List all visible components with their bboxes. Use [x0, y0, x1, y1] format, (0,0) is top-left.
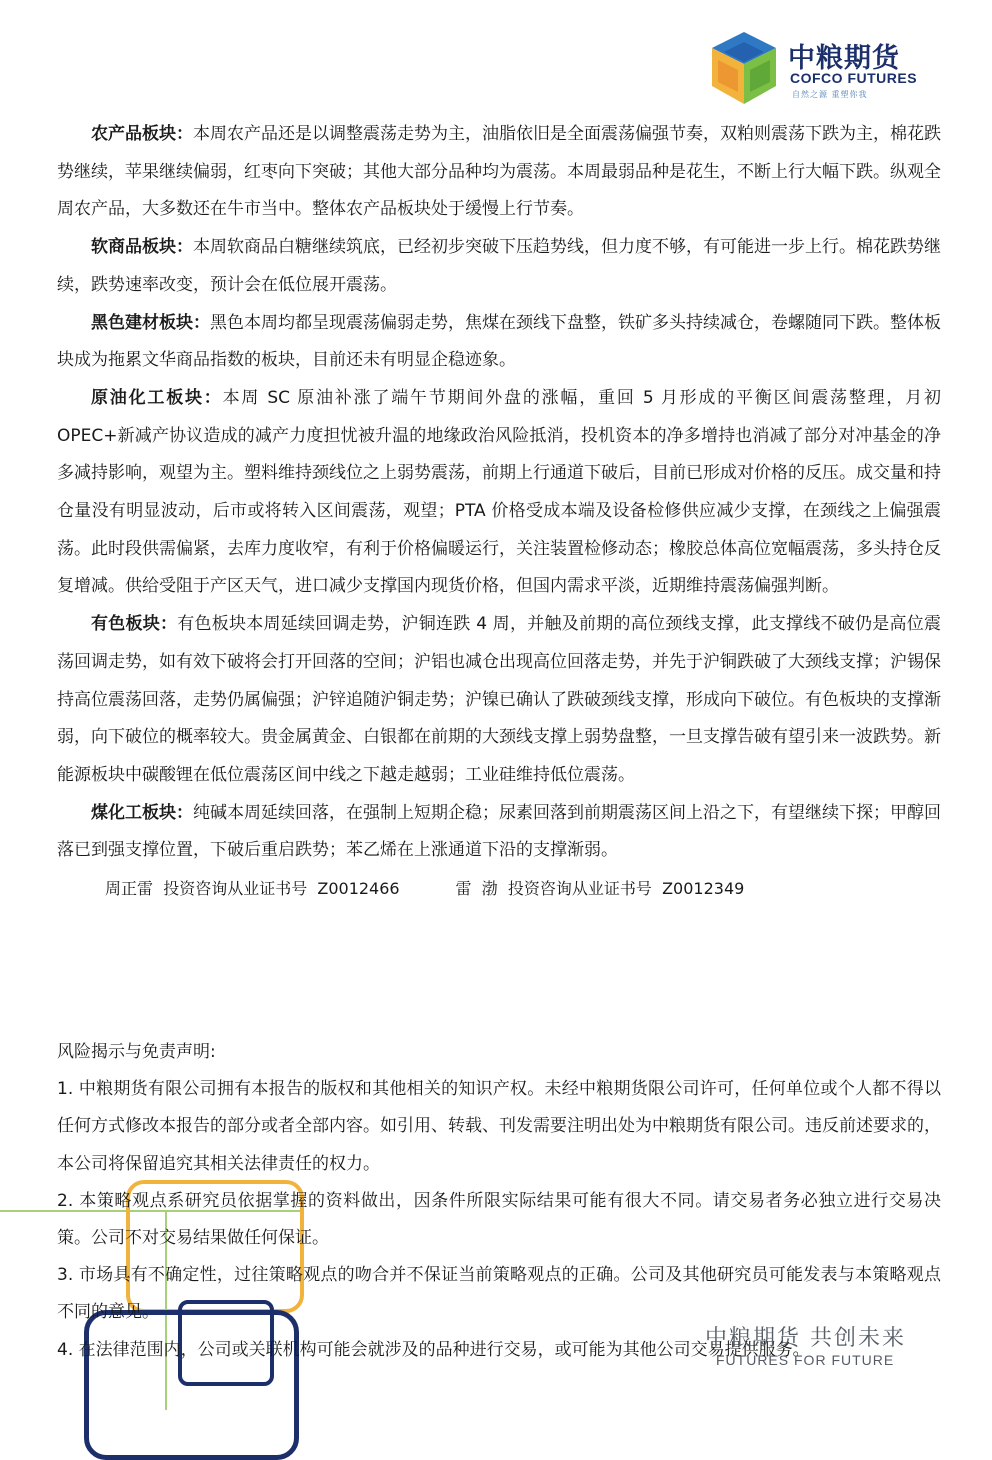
- logo-name-cn: 中粮期货: [788, 43, 900, 74]
- disclaimer-item: 1. 中粮期货有限公司拥有本报告的版权和其他相关的知识产权。未经中粮期货限公司许可，任何单位或个人都不得以任何方式修改本报告的部分或者全部内容。如引用、转载、刊发需要注明出处为中粮期货有限公司。违反前述要求的，本公司将保留追究其相关法律责任的权力。: [57, 1079, 941, 1174]
- disclaimer-item: 3. 市场具有不确定性，过往策略观点的吻合并不保证当前策略观点的正确。公司及其他研究员可能发表与本策略观点不同的意见。: [57, 1265, 941, 1323]
- cofco-futures-logo: [708, 30, 948, 110]
- logo-slogan: 自然之源 重塑你我: [792, 90, 868, 99]
- section-text: 纯碱本周延续回落，在强制上短期企稳；尿素回落到前期震荡区间上沿之下，有望继续下探；甲醇回落已到强支撑位置，下破后重启跌势；苯乙烯在上涨通道下沿的支撑渐弱。: [57, 802, 941, 861]
- author-cert-label: 投资咨询从业证书号: [507, 879, 652, 899]
- section-crude-chemicals: [57, 380, 941, 606]
- author-name: 雷 渤: [455, 879, 498, 899]
- section-text: 本周 SC 原油补涨了端午节期间外盘的涨幅，重回 5 月形成的平衡区间震荡整理，月初 OPEC+新减产协议造成的减产力度担忧被升温的地缘政治风险抵消，投机资本的净多增持也消减了部分对冲基金的净多减持影响，观望为主。塑料维持颈线位之上弱势震荡，前期上行通道下破后，目前已形成对价格的反压。成交量和持仓量没有明显波动，后市或将转入区间震荡，观望；PTA 价格受成本端及设备检修供应减少支撑，在颈线之上偏强震荡。此时段供需偏紧，去库力度收窄，有利于价格偏暖运行，关注装置检修动态；橡胶总体高位宽幅震荡，多头持仓反复增减。供给受阻于产区天气，进口减少支撑国内现货价格，但国内需求平淡，近期维持震荡偏强判断。: [57, 387, 942, 597]
- logo-name-en: COFCO FUTURES: [790, 70, 918, 86]
- section-heading: 农产品板块：: [91, 124, 193, 144]
- section-text: 有色板块本周延续回调走势，沪铜连跌 4 周，并触及前期的高位颈线支撑，此支撑线不破仍是高位震荡回调走势，如有效下破将会打开回落的空间；沪铝也减仓出现高位回落走势，并先于沪铜跌破了大颈线支撑；沪锡保持高位震荡回落，走势仍属偏强；沪锌追随沪铜走势；沪镍已确认了跌破颈线支撑，形成向下破位。有色板块的支撑渐弱，向下破位的概率较大。贵金属黄金、白银都在前期的大颈线支撑上弱势盘整，一旦支撑告破有望引来一波跌势。新能源板块中碳酸锂在低位震荡区间中线之下越走越弱；工业硅维持低位震荡。: [57, 614, 941, 785]
- section-nonferrous: [57, 606, 941, 795]
- author-cert-number: Z0012349: [662, 879, 745, 899]
- disclaimer-item: 4. 在法律范围内，公司或关联机构可能会就涉及的品种进行交易，或可能为其他公司交易提供服务。: [57, 1339, 810, 1360]
- section-text: 本周农产品还是以调整震荡走势为主，油脂依旧是全面震荡偏强节奏，双粕则震荡下跌为主，棉花跌势继续，苹果继续偏弱，红枣向下突破；其他大部分品种均为震荡。本周最弱品种是花生，不断上行大幅下跌。纵观全周农产品，大多数还在牛市当中。整体农产品板块处于缓慢上行节奏。: [57, 124, 941, 220]
- section-text: 本周软商品白糖继续筑底，已经初步突破下压趋势线，但力度不够，有可能进一步上行。棉花跌势继续，跌势速率改变，预计会在低位展开震荡。: [57, 237, 941, 295]
- footer-slogan-en: FUTURES FOR FUTURE: [716, 1352, 895, 1368]
- section-heading: 有色板块：: [91, 614, 178, 635]
- footer-slogan-cn: 中粮期货 共创未来: [705, 1326, 906, 1351]
- disclaimer: [57, 1034, 941, 1369]
- cofco-cube-icon: [708, 30, 780, 106]
- author-cert-number: Z0012466: [317, 879, 400, 899]
- authors-line: [57, 870, 941, 908]
- section-soft-commodities: [57, 229, 941, 304]
- section-heading: 煤化工板块：: [91, 802, 193, 823]
- section-heading: 黑色建材板块：: [91, 312, 210, 333]
- author-name: 周正雷: [105, 879, 154, 899]
- section-ferrous-building: [57, 305, 941, 380]
- author-cert-label: 投资咨询从业证书号: [163, 879, 308, 899]
- section-heading: 原油化工板块：: [91, 387, 223, 408]
- section-heading: 软商品板块：: [91, 237, 193, 258]
- section-coal-chemicals: [57, 795, 941, 870]
- report-body: [57, 116, 941, 908]
- section-text: 黑色本周均都呈现震荡偏弱走势，焦煤在颈线下盘整，铁矿多头持续减仓，卷螺随同下跌。整体板块成为拖累文华商品指数的板块，目前还未有明显企稳迹象。: [57, 312, 941, 371]
- disclaimer-title: 风险揭示与免责声明:: [57, 1042, 216, 1062]
- section-agriculture: [57, 116, 941, 229]
- disclaimer-item: 2. 本策略观点系研究员依据掌握的资料做出，因条件所限实际结果可能有很大不同。请交易者务必独立进行交易决策。公司不对交易结果做任何保证。: [57, 1190, 941, 1249]
